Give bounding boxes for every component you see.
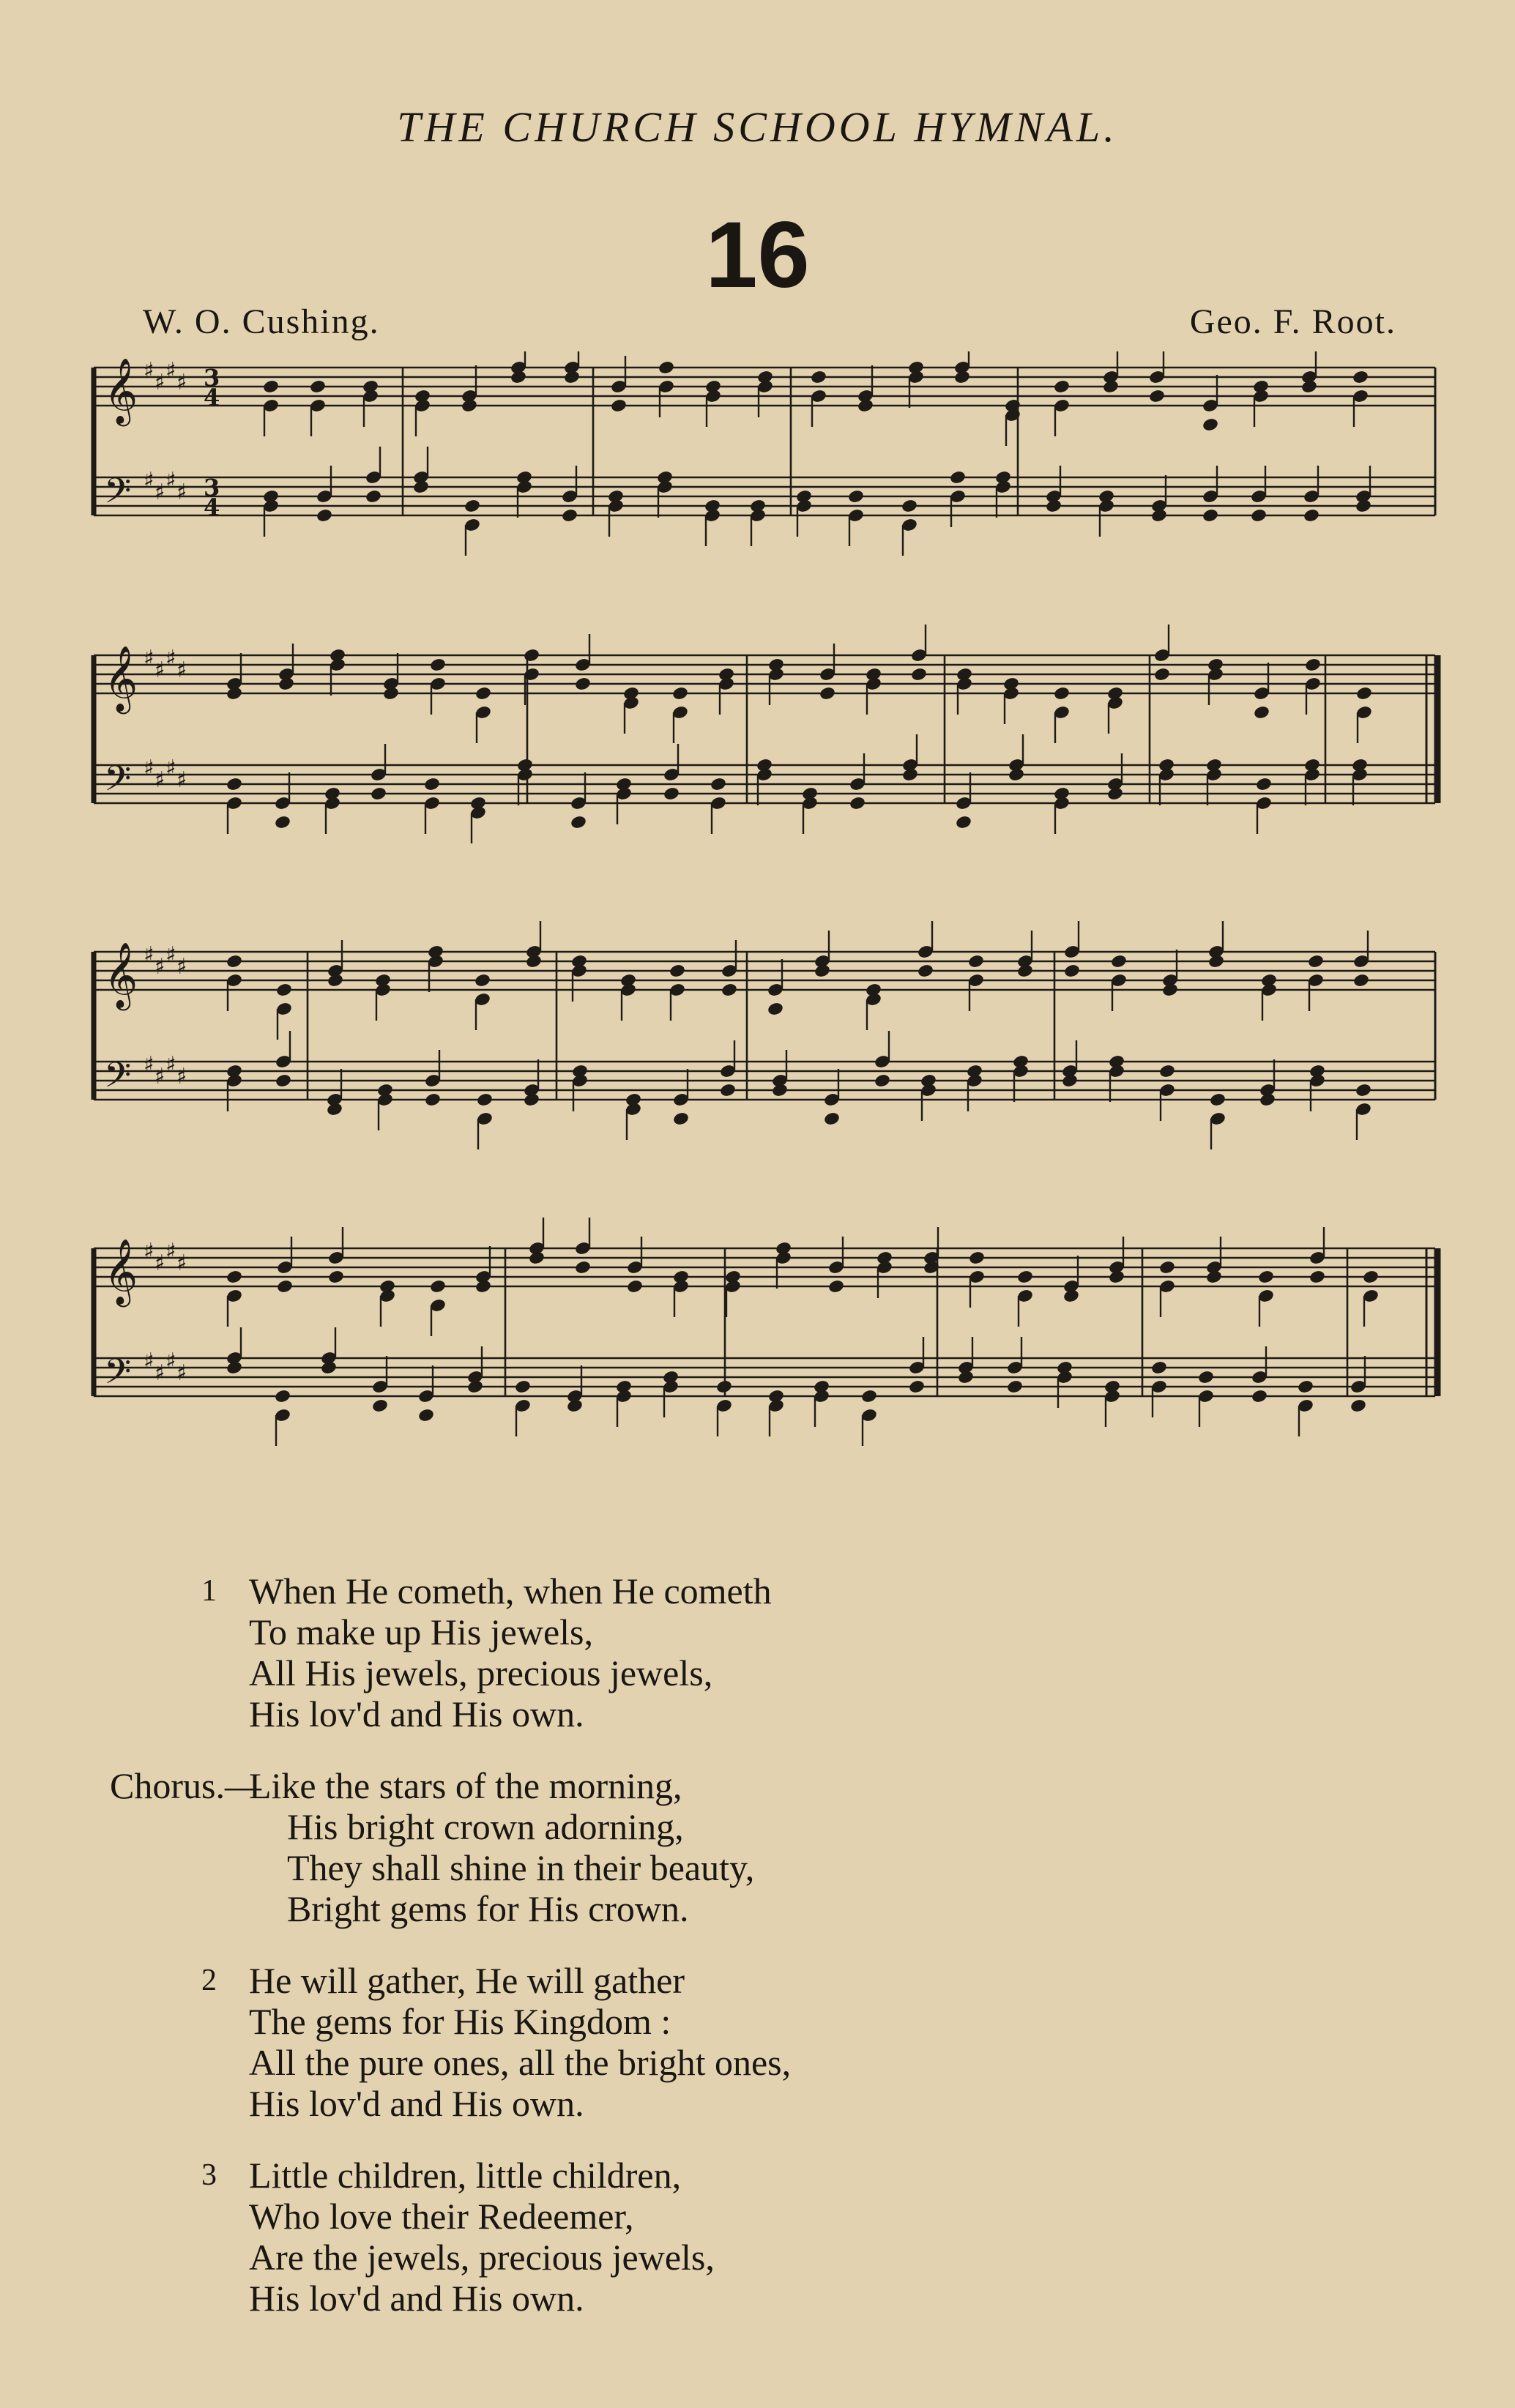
lyric-line: All the pure ones, all the bright ones,	[249, 2042, 792, 2083]
note-head	[275, 983, 293, 998]
sharp-icon: ♯	[144, 1239, 155, 1264]
note-head	[1250, 508, 1268, 523]
note-head	[610, 398, 628, 414]
sharp-icon: ♯	[155, 1250, 165, 1276]
note-head	[1257, 1270, 1275, 1285]
note-head	[1108, 1270, 1125, 1285]
note-head	[1307, 954, 1325, 969]
note-head	[721, 983, 738, 998]
lyric-line: Like the stars of the morning,	[249, 1765, 682, 1806]
note-head	[1006, 1379, 1024, 1395]
note-head	[274, 815, 291, 830]
note-head	[382, 686, 400, 701]
verse-1	[201, 1570, 1274, 1734]
author-credit: W. O. Cushing.	[143, 302, 380, 341]
sharp-icon: ♯	[155, 1360, 165, 1386]
bass-clef-icon: 𝄢	[104, 1351, 132, 1401]
note-head	[1259, 1092, 1276, 1108]
note-head	[1150, 1360, 1168, 1376]
note-head	[429, 1279, 447, 1294]
hymn-number: 16	[705, 203, 810, 307]
bass-clef-icon: 𝄢	[104, 1054, 132, 1104]
note-head	[1352, 973, 1370, 988]
sharp-icon: ♯	[165, 646, 176, 671]
note-head	[669, 963, 686, 979]
treble-clef-icon: 𝄞	[104, 358, 138, 424]
note-head	[1197, 1370, 1215, 1385]
sharp-icon: ♯	[165, 358, 176, 384]
note-head	[663, 786, 680, 802]
note-head	[226, 686, 243, 701]
note-head	[327, 973, 344, 988]
note-head	[910, 667, 928, 682]
note-head	[574, 676, 592, 692]
verse-2	[201, 1960, 1274, 2124]
lyric-line: The gems for His Kingdom :	[249, 2001, 671, 2042]
sharp-icon: ♯	[155, 480, 165, 505]
note-head	[1063, 963, 1081, 979]
sharp-icon: ♯	[176, 1360, 187, 1386]
sharp-icon: ♯	[165, 942, 176, 968]
note-head	[810, 370, 827, 385]
note-head	[424, 1092, 442, 1108]
composer-credit: Geo. F. Root.	[1189, 302, 1396, 341]
note-head	[429, 657, 447, 673]
lyric-line: His lov'd and His own.	[249, 2083, 584, 2124]
sharp-icon: ♯	[176, 954, 187, 980]
note-head	[320, 1360, 338, 1376]
sharp-icon: ♯	[176, 1064, 187, 1089]
note-head	[814, 963, 831, 979]
note-head	[1016, 1270, 1034, 1285]
note-head	[1251, 1389, 1268, 1404]
note-head	[917, 963, 934, 979]
time-signature-bottom: 4	[204, 493, 220, 521]
note-head	[1355, 686, 1373, 701]
note-head	[466, 1379, 484, 1395]
time-signature-top: 3	[204, 364, 220, 392]
lyric-line: All His jewels, precious jewels,	[249, 1652, 713, 1693]
note-head	[908, 1379, 926, 1395]
note-head	[860, 1389, 878, 1404]
note-head	[327, 1270, 345, 1285]
sharp-icon: ♯	[155, 370, 165, 395]
note-head	[474, 973, 491, 988]
note-head	[1061, 1073, 1079, 1089]
bass-clef-icon: 𝄢	[104, 758, 132, 808]
verse-number: 3	[201, 2158, 217, 2192]
sharp-icon: ♯	[144, 1052, 155, 1078]
sharp-icon: ♯	[155, 657, 165, 683]
note-head	[849, 796, 866, 811]
sharp-icon: ♯	[165, 756, 176, 781]
note-head	[566, 1398, 584, 1414]
note-head	[1309, 1270, 1326, 1285]
note-head	[226, 954, 243, 969]
note-head	[953, 370, 971, 385]
note-head	[1297, 1379, 1314, 1395]
note-head	[1110, 954, 1128, 969]
sharp-icon: ♯	[165, 1349, 176, 1374]
sharp-icon: ♯	[144, 358, 155, 384]
note-head	[1148, 389, 1166, 404]
note-head	[874, 1073, 891, 1089]
sharp-icon: ♯	[176, 657, 187, 683]
note-head	[423, 777, 441, 792]
note-head	[1205, 1270, 1223, 1285]
note-head	[563, 370, 581, 385]
note-head	[476, 1092, 494, 1108]
note-head	[771, 1083, 789, 1098]
lyric-line: To make up His jewels,	[249, 1611, 594, 1652]
verse-number: 1	[201, 1574, 217, 1608]
note-head	[412, 480, 430, 495]
sharp-icon: ♯	[176, 767, 187, 793]
note-head	[949, 470, 967, 485]
note-head	[365, 489, 382, 504]
note-head	[767, 1002, 784, 1017]
sharp-icon: ♯	[144, 468, 155, 493]
note-head	[1253, 705, 1270, 720]
lyric-line: His bright crown adorning,	[287, 1806, 684, 1847]
verse-3	[201, 2155, 1274, 2319]
note-head	[528, 1250, 546, 1266]
note-head	[1303, 508, 1320, 523]
lyric-line: Are the jewels, precious jewels,	[249, 2237, 715, 2278]
note-head	[1008, 767, 1025, 783]
treble-clef-icon: 𝄞	[104, 646, 138, 712]
note-head	[561, 508, 578, 523]
running-title: THE CHURCH SCHOOL HYMNAL.	[397, 103, 1118, 151]
note-head	[276, 1279, 294, 1294]
note-head	[1053, 686, 1071, 701]
note-head	[525, 954, 543, 969]
note-head	[326, 1102, 343, 1117]
chorus	[110, 1765, 1274, 1929]
note-head	[523, 648, 540, 663]
note-head	[226, 777, 243, 792]
sharp-icon: ♯	[144, 646, 155, 671]
bass-clef-icon: 𝄢	[104, 470, 132, 520]
note-head	[719, 1083, 737, 1098]
lyric-line: He will gather, He will gather	[249, 1960, 685, 2001]
note-head	[1045, 499, 1062, 514]
lyrics	[110, 1570, 1274, 2349]
lyric-line: His lov'd and His own.	[249, 1693, 584, 1734]
note-head	[371, 1398, 389, 1414]
sharp-icon: ♯	[144, 756, 155, 781]
note-head	[901, 499, 918, 514]
note-head	[819, 686, 836, 701]
note-head	[967, 954, 985, 969]
note-head	[1106, 786, 1124, 802]
lyric-line: When He cometh, when He cometh	[249, 1570, 772, 1611]
note-head	[823, 1111, 841, 1127]
sharp-icon: ♯	[155, 767, 165, 793]
note-head	[1158, 1064, 1176, 1079]
sharp-icon: ♯	[165, 1239, 176, 1264]
note-head	[1304, 657, 1322, 673]
sharp-icon: ♯	[176, 370, 187, 395]
lyric-line: Who love their Redeemer,	[249, 2196, 634, 2237]
sharp-icon: ♯	[155, 1064, 165, 1089]
note-head	[1207, 954, 1225, 969]
note-head	[672, 1111, 690, 1127]
note-head	[570, 815, 587, 830]
note-head	[1362, 1270, 1380, 1285]
note-head	[1355, 1083, 1372, 1098]
lyric-line: His lov'd and His own.	[249, 2278, 584, 2319]
note-head	[474, 1279, 492, 1294]
treble-clef-icon: 𝄞	[104, 1239, 138, 1305]
note-head	[827, 1279, 845, 1294]
note-head	[1202, 508, 1219, 523]
note-head	[1153, 667, 1171, 682]
lyric-line: Little children, little children,	[249, 2155, 682, 2196]
note-head	[710, 777, 727, 792]
note-head	[417, 1408, 435, 1423]
note-head	[1150, 508, 1168, 523]
note-head	[1202, 417, 1219, 433]
note-head	[574, 1260, 592, 1275]
verse-number: 2	[201, 1964, 217, 1997]
note-head	[1161, 983, 1179, 998]
note-head	[1350, 1398, 1367, 1414]
note-head	[847, 489, 865, 504]
note-head	[316, 508, 333, 523]
sharp-icon: ♯	[144, 942, 155, 968]
note-head	[957, 1370, 975, 1385]
note-head	[1158, 1260, 1176, 1275]
note-head	[464, 499, 481, 514]
note-head	[226, 1270, 243, 1285]
note-head	[1300, 379, 1318, 395]
chorus-label: Chorus.—	[110, 1765, 261, 1806]
note-head	[262, 379, 280, 395]
note-head	[955, 815, 972, 830]
note-head	[275, 1073, 292, 1089]
note-head	[1352, 370, 1369, 385]
sharp-icon: ♯	[165, 468, 176, 493]
treble-clef-icon: 𝄞	[104, 942, 138, 1008]
note-head	[274, 1389, 291, 1404]
note-head	[658, 360, 675, 376]
note-head	[474, 686, 492, 701]
lyric-line: Bright gems for His crown.	[287, 1888, 689, 1929]
note-head	[1355, 499, 1372, 514]
sharp-icon: ♯	[176, 1250, 187, 1276]
note-head	[626, 1279, 644, 1294]
note-head	[968, 1250, 986, 1266]
note-head	[857, 398, 874, 414]
note-head	[1255, 777, 1273, 792]
note-head	[1062, 1289, 1080, 1304]
sharp-icon: ♯	[144, 1349, 155, 1374]
note-head	[461, 398, 478, 414]
sharp-icon: ♯	[165, 1052, 176, 1078]
note-head	[901, 767, 919, 783]
note-head	[1209, 1092, 1226, 1108]
note-head	[1102, 379, 1120, 395]
time-signature-bottom: 4	[204, 384, 220, 411]
note-head	[370, 786, 387, 802]
note-head	[1053, 379, 1071, 395]
note-head	[671, 686, 689, 701]
music-score	[88, 351, 1443, 1523]
note-head	[523, 1092, 540, 1108]
note-head	[278, 676, 295, 692]
lyric-line: They shall shine in their beauty,	[287, 1847, 755, 1888]
note-head	[309, 379, 327, 395]
note-head	[1016, 963, 1034, 979]
note-head	[514, 1379, 532, 1395]
time-signature-top: 3	[204, 474, 220, 502]
sharp-icon: ♯	[155, 954, 165, 980]
note-head	[510, 370, 527, 385]
sharp-icon: ♯	[176, 480, 187, 505]
note-head	[226, 1360, 243, 1376]
